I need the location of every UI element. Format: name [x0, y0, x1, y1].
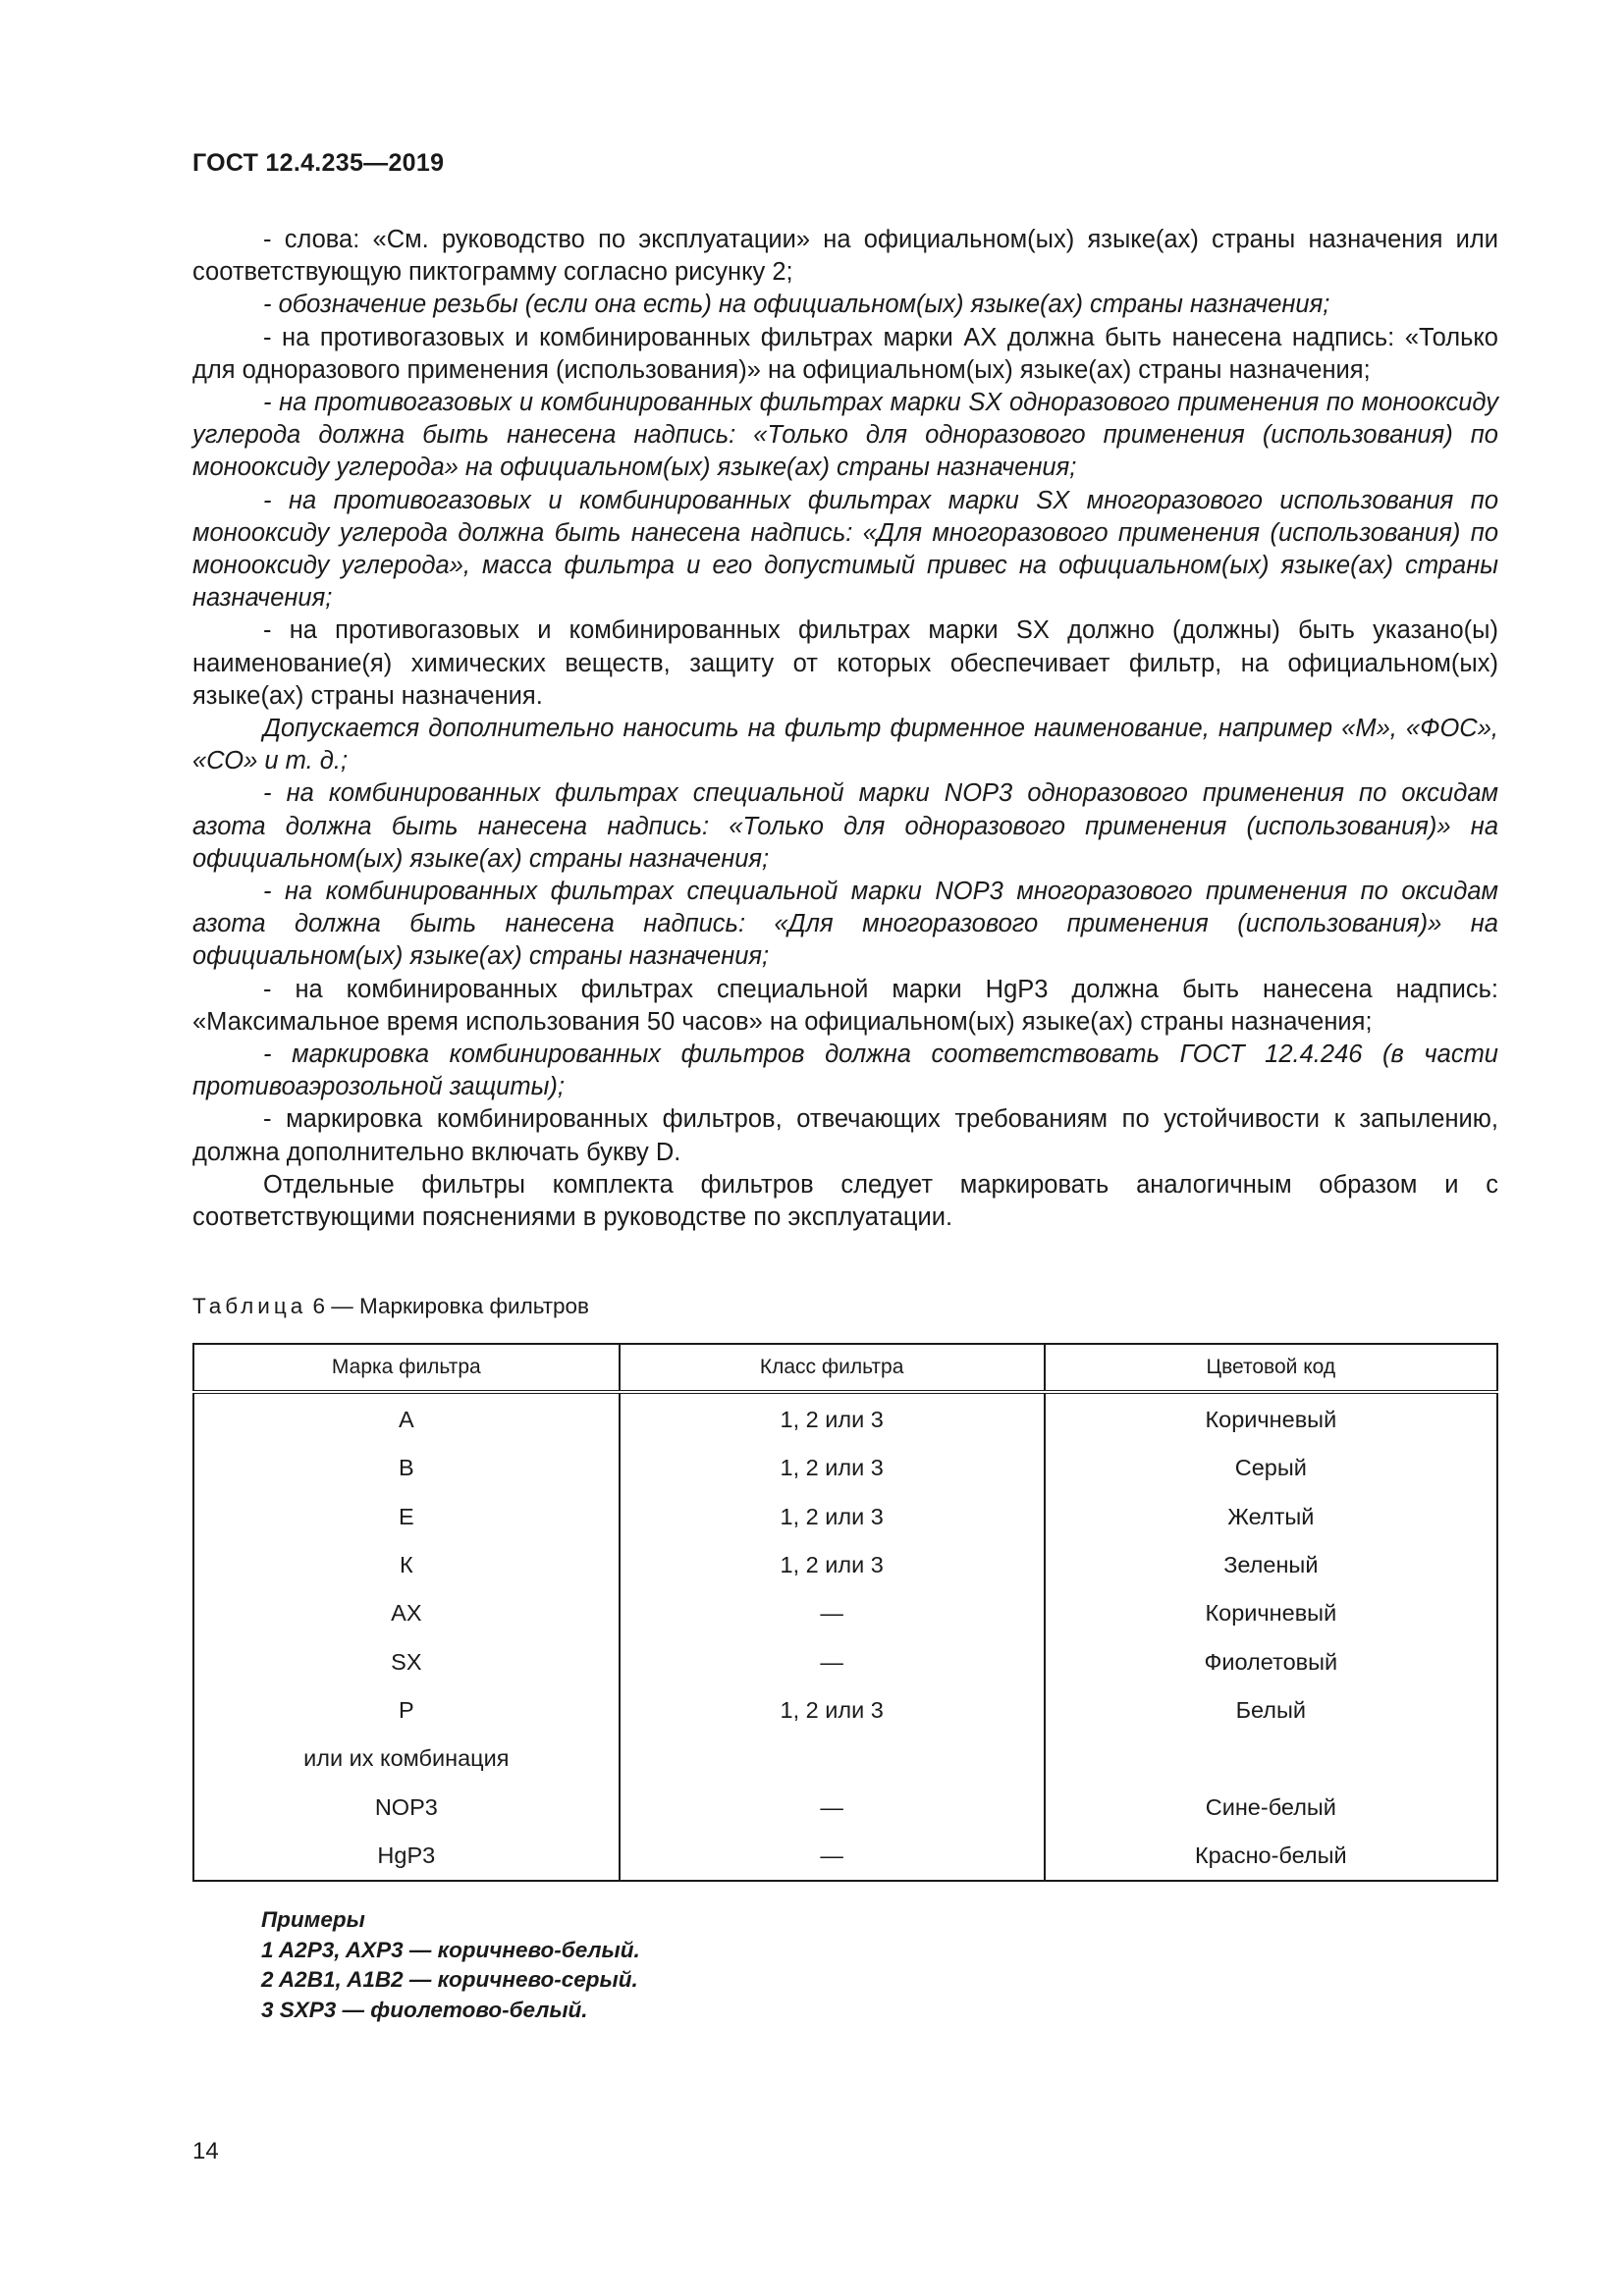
paragraph: - маркировка комбинированных фильтров должна соответствовать ГОСТ 12.4.246 (в части противоаэрозольной защиты); — [192, 1041, 1498, 1101]
cell-filter-mark: NOP3 — [193, 1783, 620, 1831]
cell-filter-mark: АХ — [193, 1589, 620, 1637]
table-caption — [192, 1294, 589, 1319]
table-header-row — [193, 1344, 1497, 1392]
body-text — [192, 224, 1498, 1234]
cell-filter-mark: SX — [193, 1637, 620, 1685]
paragraph: - слова: «См. руководство по эксплуатации» на официальном(ых) языке(ах) страны назначения или соответствующую пиктограмму согласно рисунку 2; — [192, 226, 1498, 287]
cell-filter-class: — — [620, 1783, 1045, 1831]
table-row — [193, 1686, 1497, 1735]
cell-filter-class: — — [620, 1637, 1045, 1685]
cell-filter-class: 1, 2 или 3 — [620, 1493, 1045, 1541]
table-row — [193, 1832, 1497, 1881]
table-caption-word: Таблица — [192, 1294, 307, 1318]
cell-color-code: Коричневый — [1045, 1589, 1497, 1637]
table-row — [193, 1589, 1497, 1637]
paragraph: - на противогазовых и комбинированных фильтрах марки SX должно (должны) быть указано(ы) наименование(я) химических веществ, защиту от которых обеспечивает фильтр, на официальном(ых) языке(ах) страны назначения. — [192, 616, 1498, 710]
example-item: 2 A2B1, A1B2 — коричнево-серый. — [261, 1967, 638, 1992]
table-caption-title: 6 — Маркировка фильтров — [312, 1294, 589, 1318]
cell-color-code: Зеленый — [1045, 1541, 1497, 1589]
cell-filter-class — [620, 1735, 1045, 1783]
paragraph: - на противогазовых и комбинированных фильтрах марки SX одноразового применения по монооксиду углерода должна быть нанесена надпись: «Только для одноразового применения (использования) по монооксиду углерода» на официальном(ых) языке(ах) страны назначения; — [192, 389, 1498, 482]
document-header: ГОСТ 12.4.235—2019 — [192, 149, 445, 177]
page-number: 14 — [192, 2138, 219, 2164]
cell-color-code: Красно-белый — [1045, 1832, 1497, 1881]
cell-filter-class: 1, 2 или 3 — [620, 1541, 1045, 1589]
table-row — [193, 1541, 1497, 1589]
cell-color-code: Желтый — [1045, 1493, 1497, 1541]
examples-block — [261, 1905, 640, 2025]
cell-filter-class: — — [620, 1589, 1045, 1637]
filters-table — [192, 1343, 1498, 1882]
cell-color-code — [1045, 1735, 1497, 1783]
paragraph: - на противогазовых и комбинированных фильтрах марки АХ должна быть нанесена надпись: «Только для одноразового применения (использования)» на официальном(ых) языке(ах) страны назначения; — [192, 323, 1498, 384]
cell-color-code: Сине-белый — [1045, 1783, 1497, 1831]
column-header-filter-class: Класс фильтра — [620, 1344, 1045, 1392]
cell-filter-class: — — [620, 1832, 1045, 1881]
paragraph: - маркировка комбинированных фильтров, отвечающих требованиям по устойчивости к запылению, должна дополнительно включать букву D. — [192, 1105, 1498, 1166]
example-item: 3 SXP3 — фиолетово-белый. — [261, 1997, 588, 2022]
cell-filter-mark: А — [193, 1392, 620, 1444]
cell-filter-class: 1, 2 или 3 — [620, 1444, 1045, 1492]
cell-filter-class: 1, 2 или 3 — [620, 1686, 1045, 1735]
cell-color-code: Серый — [1045, 1444, 1497, 1492]
cell-filter-mark: К — [193, 1541, 620, 1589]
table-row — [193, 1493, 1497, 1541]
table-row — [193, 1735, 1497, 1783]
table-row — [193, 1392, 1497, 1444]
cell-filter-mark: Е — [193, 1493, 620, 1541]
paragraph: Допускается дополнительно наносить на фильтр фирменное наименование, например «М», «ФОС», «СО» и т. д.; — [192, 715, 1498, 775]
cell-color-code: Белый — [1045, 1686, 1497, 1735]
paragraph: Отдельные фильтры комплекта фильтров следует маркировать аналогичным образом и с соответствующими пояснениями в руководстве по эксплуатации. — [192, 1170, 1498, 1232]
examples-title: Примеры — [261, 1907, 365, 1932]
column-header-filter-mark: Марка фильтра — [193, 1344, 620, 1392]
paragraph: - на противогазовых и комбинированных фильтрах марки SX многоразового использования по монооксиду углерода должна быть нанесена надпись: «Для многоразового применения (использования) по монооксиду углерода», масса фильтра и его допустимый привес на официальном(ых) языке(ах) страны назначения; — [192, 486, 1498, 613]
table-row — [193, 1444, 1497, 1492]
table-row — [193, 1783, 1497, 1831]
table-row — [193, 1637, 1497, 1685]
cell-color-code: Коричневый — [1045, 1392, 1497, 1444]
column-header-color-code: Цветовой код — [1045, 1344, 1497, 1392]
cell-filter-mark: В — [193, 1444, 620, 1492]
paragraph: - на комбинированных фильтрах специальной марки NOP3 многоразового применения по оксидам азота должна быть нанесена надпись: «Для многоразового применения (использования)» на официальном(ых) языке(ах) страны назначения; — [192, 878, 1498, 971]
paragraph: - обозначение резьбы (если она есть) на официальном(ых) языке(ах) страны назначения; — [263, 291, 1330, 319]
example-item: 1 A2P3, AXP3 — коричнево-белый. — [261, 1937, 640, 1962]
cell-filter-class: 1, 2 или 3 — [620, 1392, 1045, 1444]
cell-color-code: Фиолетовый — [1045, 1637, 1497, 1685]
cell-filter-mark: Р — [193, 1686, 620, 1735]
paragraph: - на комбинированных фильтрах специальной марки HgP3 должна быть нанесена надпись: «Максимальное время использования 50 часов» на официальном(ых) языке(ах) страны назначения; — [192, 975, 1498, 1036]
cell-filter-mark: или их комбинация — [193, 1735, 620, 1783]
cell-filter-mark: HgP3 — [193, 1832, 620, 1881]
paragraph: - на комбинированных фильтрах специальной марки NOP3 одноразового применения по оксидам азота должна быть нанесена надпись: «Только для одноразового применения (использования)» на официальном(ых) языке(ах) страны назначения; — [192, 779, 1498, 873]
